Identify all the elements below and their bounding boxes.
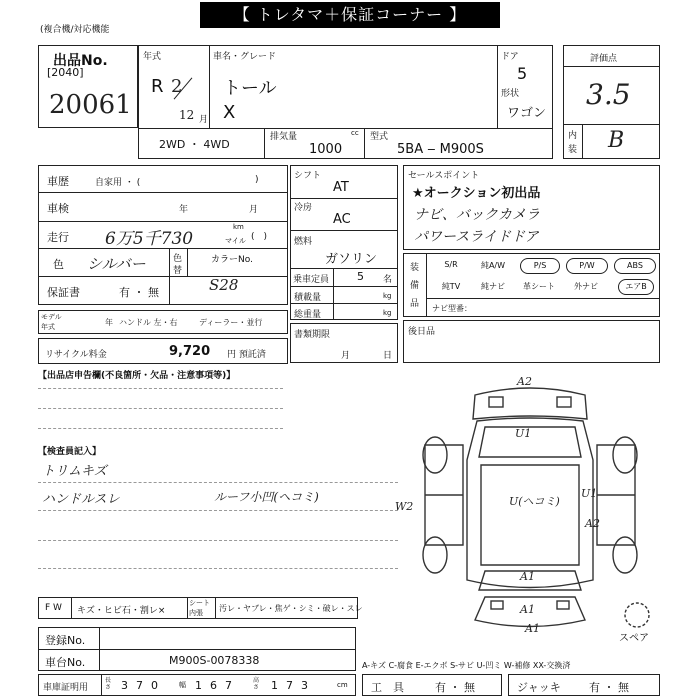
lot-code: [2040] [47, 66, 84, 79]
door-label: ドア [501, 52, 519, 62]
width-label: 幅 [179, 681, 186, 689]
color-label: 色 [53, 258, 64, 271]
equip-alloy-wheels: 純A/W [480, 261, 506, 270]
capacity-label: 乗車定員 [293, 275, 330, 285]
sales-points-box [403, 165, 660, 250]
car-grade: X [223, 102, 236, 123]
damage-legend: A-キズ C-腐食 E-エクボ S-サビ U-凹ミ W-補修 XX-交換済 [362, 661, 571, 670]
month-unit: 月 [199, 115, 209, 125]
sales-point-2: ナビ、バックカメラ [414, 207, 540, 223]
year-era: R [151, 76, 164, 97]
sales-points-label: セールスポイント [408, 171, 480, 181]
equip-power-steering: P/S [520, 258, 560, 274]
model-code: 5BA ‒ M900S [397, 142, 484, 157]
inspector-note-2: ハンドルスレ [42, 492, 120, 507]
history-close: ) [255, 175, 259, 185]
documents-box [290, 323, 398, 363]
recycle-unit: 円 預託済 [227, 350, 266, 360]
chassis-number: M900S-0078338 [169, 654, 260, 667]
top-note: (複合機/対応機能 [40, 25, 110, 35]
model-year-label-1: モデル [41, 313, 62, 321]
car-damage-diagram [395, 375, 665, 645]
mark-a2-front: A2 [517, 375, 532, 388]
equip-airbag: エアB [618, 279, 654, 295]
door-value: 5 [517, 64, 528, 83]
seat-options: 汚レ・ヤブレ・焦ゲ・シミ・破レ・スレ [219, 604, 363, 613]
color-change-2: 替 [173, 266, 183, 276]
mark-a1-rear: A1 [520, 570, 535, 583]
year-month: 12 [179, 108, 195, 122]
registration-label: 登録No. [45, 634, 86, 647]
equipment-label-2: 備 [410, 281, 420, 291]
lot-number: 20061 [49, 90, 132, 120]
mark-a2-right: A2 [585, 517, 600, 530]
glass-options: キズ・ヒビ石・割レ× [77, 606, 166, 616]
capacity-value: 5 [357, 270, 364, 283]
drive-type: 2WD ・ 4WD [159, 138, 230, 151]
recycle-value: 9,720 [169, 344, 211, 359]
spare-tire-icon [625, 603, 649, 627]
weight-unit: kg [383, 309, 392, 317]
dimension-unit: cm [337, 681, 348, 689]
car-name: トール [223, 78, 277, 99]
car-name-label: 車名・グレード [213, 52, 277, 62]
capacity-unit: 名 [383, 275, 393, 285]
inspector-note-3: ルーフ小凹(ヘコミ) [214, 490, 319, 504]
registration-table [38, 627, 356, 671]
score-value: 3.5 [586, 78, 631, 111]
weight-label: 総重量 [294, 310, 322, 320]
inspection-label: 車検 [47, 202, 69, 215]
equipment-box [403, 253, 660, 317]
lot-box [38, 45, 138, 128]
equip-tv: 純TV [441, 282, 461, 291]
seat-label-2: 内張 [189, 609, 203, 617]
jack-label: ジャッキ [517, 681, 561, 694]
model-year-row [38, 310, 288, 334]
height-value: 173 [271, 679, 316, 692]
garage-cert-label: 車庫証明用 [43, 683, 89, 693]
load-unit: kg [383, 292, 392, 300]
vehicle-info-box [138, 45, 553, 159]
equip-navi: 純ナビ [481, 282, 505, 291]
headlight-left [489, 397, 503, 407]
glass-label: F W [45, 603, 62, 613]
handle-side: ハンドル 左・右 [119, 318, 178, 327]
mileage-unit-mile: マイル [225, 237, 246, 245]
displacement-value: 1000 [309, 142, 343, 157]
garage-cert-row [38, 674, 356, 696]
color-code-value: S28 [209, 276, 239, 294]
shape-label: 形状 [501, 89, 520, 99]
mileage-paren: ( ) [251, 232, 268, 242]
model-label: 型式 [370, 132, 389, 142]
model-year-label-2: 年式 [41, 323, 55, 331]
mark-a1-bumper: A1 [520, 603, 535, 616]
displacement-label: 排気量 [270, 132, 298, 142]
front-bumper-outline [473, 388, 587, 419]
length-label: 長さ [105, 677, 112, 691]
color-change-1: 色 [173, 254, 183, 264]
mark-w2-left: W2 [395, 500, 414, 513]
year-value: 2 [171, 76, 183, 97]
wheel-rear-left [423, 537, 447, 573]
interior-score: B [608, 128, 625, 153]
history-text: 自家用 ・ ( [95, 178, 141, 188]
equip-aftermarket-navi: 外ナビ [574, 282, 598, 291]
wheel-front-left [423, 437, 447, 473]
shape-value: ワゴン [507, 106, 547, 121]
equip-power-windows: P/W [566, 258, 608, 274]
mark-a1-bottom: A1 [525, 622, 540, 635]
tools-box [362, 674, 502, 696]
length-value: 370 [121, 679, 166, 692]
fuel-label: 燃料 [294, 237, 313, 247]
history-table [38, 165, 288, 305]
sales-point-1: ★オークション初出品 [412, 186, 541, 201]
year-label: 年式 [143, 52, 162, 62]
equipment-label-3: 品 [410, 299, 420, 309]
jack-box [508, 674, 660, 696]
tools-options: 有 ・ 無 [435, 681, 475, 694]
mileage-label: 走行 [47, 231, 69, 244]
shift-value: AT [333, 180, 349, 195]
model-year-year: 年 [105, 318, 113, 327]
wheel-front-right [613, 437, 637, 473]
mileage-unit-km: km [233, 223, 244, 231]
color-code-label: カラーNo. [211, 255, 253, 265]
width-value: 167 [195, 679, 240, 692]
aircon-label: 冷房 [294, 203, 313, 213]
post-install-box [403, 320, 660, 363]
color-value: シルバー [87, 255, 146, 273]
seat-label-1: シート [189, 599, 210, 607]
inspector-note-1: トリムキズ [42, 464, 107, 479]
aircon-value: AC [333, 212, 351, 227]
roof-outline [481, 465, 579, 565]
seller-notes-label: 【出品店申告欄(不良箇所・欠品・注意事項等)】 [38, 371, 236, 381]
spare-label: スペア [619, 633, 649, 644]
equipment-label-1: 装 [410, 263, 420, 273]
inspector-label: 【検査員記入】 [38, 447, 102, 457]
recycle-label: リサイクル料金 [45, 350, 107, 360]
headlight-right [557, 397, 571, 407]
fuel-value: ガソリン [325, 252, 378, 267]
navi-model-label: ナビ型番： [432, 304, 472, 313]
interior-label-2: 装 [568, 145, 578, 155]
wheel-rear-right [613, 537, 637, 573]
post-install-label: 後日品 [408, 327, 436, 337]
mark-u-roof: U(ヘコミ) [509, 495, 560, 508]
score-box [563, 45, 660, 159]
warranty-label: 保証書 [47, 286, 80, 299]
tools-label: 工 具 [371, 681, 404, 694]
warranty-options: 有 ・ 無 [119, 286, 159, 299]
shift-label: シフト [294, 171, 322, 181]
interior-label-1: 内 [568, 131, 578, 141]
chassis-label: 車台No. [45, 656, 86, 669]
history-label: 車歴 [47, 175, 69, 188]
documents-day: 日 [383, 351, 393, 361]
load-label: 積載量 [294, 293, 322, 303]
mileage-value: 6万5千730 [105, 229, 194, 249]
mark-u1-right: U1 [581, 487, 598, 500]
equip-leather: 革シート [523, 282, 555, 291]
recycle-row [38, 338, 288, 364]
documents-month: 月 [341, 351, 351, 361]
equip-abs: ABS [614, 258, 656, 274]
inspection-year: 年 [179, 205, 189, 215]
dealer-type: ディーラー・並行 [199, 318, 263, 327]
displacement-unit: cc [351, 129, 359, 137]
glass-row [38, 597, 363, 619]
height-label: 高さ [253, 677, 260, 691]
inspection-month: 月 [249, 205, 259, 215]
documents-label: 書類期限 [294, 330, 331, 340]
score-label: 評価点 [590, 54, 618, 64]
corner-banner: 【 トレタマ＋保証コーナー 】 [200, 2, 500, 28]
equip-sunroof: S/R [444, 260, 458, 269]
sales-point-3: パワースライドドア [414, 229, 539, 245]
jack-options: 有 ・ 無 [589, 681, 629, 694]
mark-u1-hood: U1 [515, 427, 532, 440]
spec-table [290, 165, 398, 320]
lot-label: 出品No. [53, 53, 108, 69]
